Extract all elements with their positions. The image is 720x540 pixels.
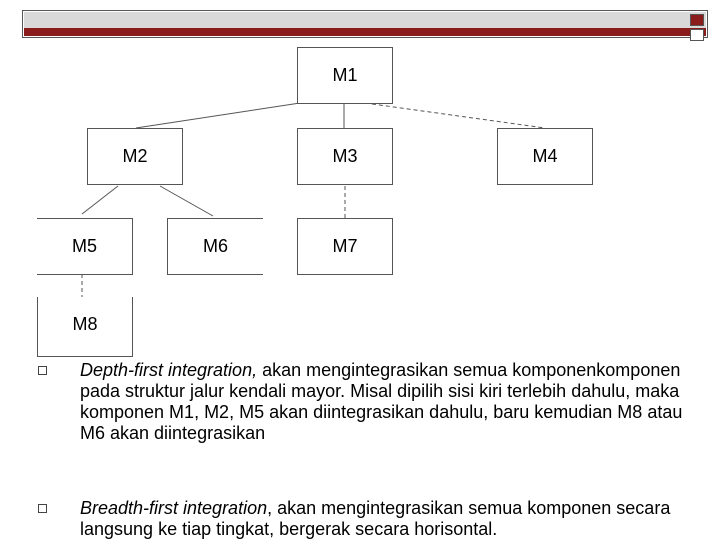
link-m2-m5 [82, 186, 118, 214]
node-m5-label: M5 [71, 236, 97, 256]
node-m3-label: M3 [332, 146, 358, 166]
node-m6 [167, 218, 263, 275]
node-m8 [37, 297, 133, 357]
node-m8-label: M8 [72, 314, 98, 334]
node-m4-label: M4 [532, 146, 558, 166]
bullet-square-icon [38, 504, 47, 513]
bullet-depth-first-body: akan mengintegrasikan semua komponenkomponen pada struktur jalur kendali mayor. Misal dipilih sisi kiri terlebih dahulu, maka komponen M1, M2, M5 akan diintegrasikan dahulu, baru kemudian M8 atau M6 akan diintegrasikan [80, 360, 683, 443]
node-m1 [297, 47, 393, 104]
link-m2-m6 [160, 186, 213, 216]
node-m2-label: M2 [122, 146, 148, 166]
node-m7 [297, 218, 393, 275]
node-m6-label: M6 [202, 236, 228, 256]
node-m4 [497, 128, 593, 185]
bullet-depth-first-text [80, 360, 690, 444]
node-m1-label: M1 [332, 65, 358, 85]
node-m3 [297, 128, 393, 185]
bullet-breadth-first-body: , akan mengintegrasikan semua komponen secara langsung ke tiap tingkat, bergerak secara horisontal. [80, 498, 671, 539]
node-m5 [37, 218, 133, 275]
bullet-breadth-first-text [80, 498, 690, 540]
bullet-breadth-first-emphasis: Breadth-first integration [80, 498, 268, 518]
node-m7-label: M7 [332, 236, 358, 256]
bullet-square-icon [38, 366, 47, 375]
link-m1-m2 [136, 103, 300, 128]
node-m2 [87, 128, 183, 185]
link-m1-m4 [365, 103, 545, 128]
bullet-depth-first-emphasis: Depth-first integration, [80, 360, 258, 380]
